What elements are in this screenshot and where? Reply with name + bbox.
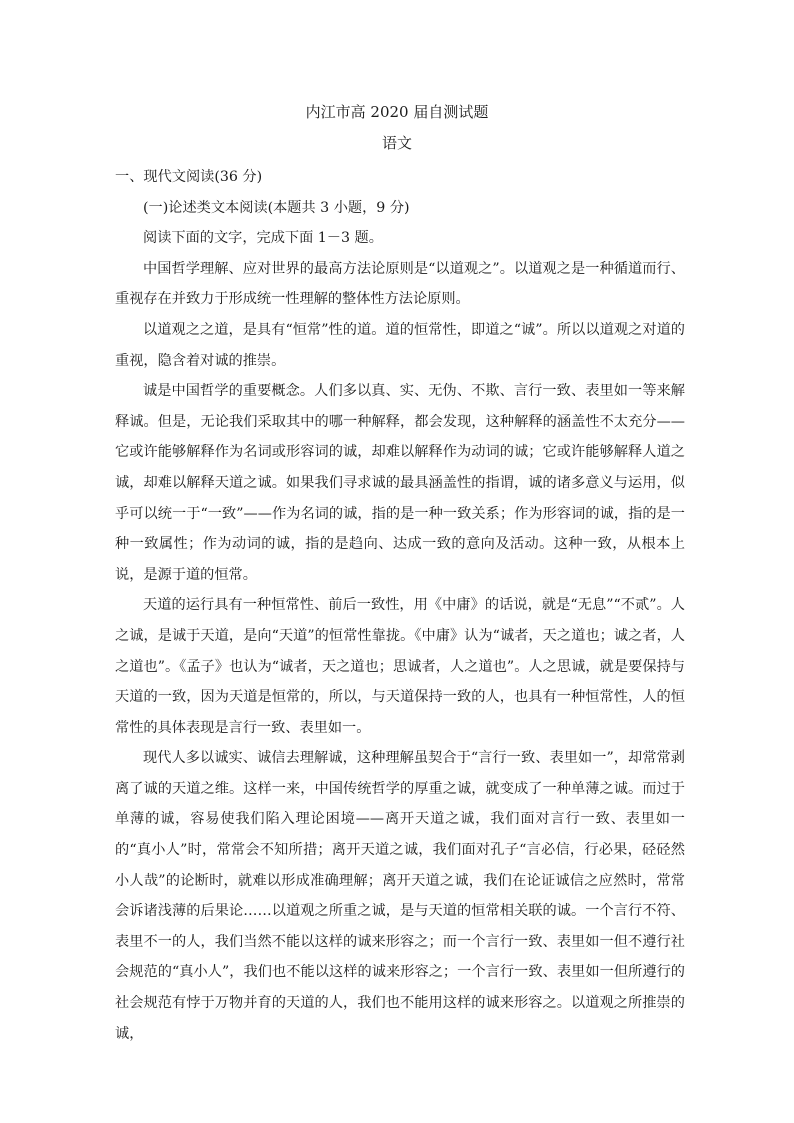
subject-title: 语文 bbox=[381, 134, 412, 152]
paragraph-4: 天道的运行具有一种恒常性、前后一致性，用《中庸》的话说，就是“无息”“不贰”。人之诚，是诚于天道，是向“天道”的恒常性靠拢。《中庸》认为“诚者，天之道也；诚之者，人之道也”。《孟子》也认为“诚者，天之道也；思诚者，人之道也”。人之思诚，就是要保持与天道的一致，因为天道是恒常的，所以，与天道保持一致的人，也具有一种恒常性，人的恒常性的具体表现是言行一致、表里如一。 bbox=[115, 597, 685, 736]
exam-content bbox=[115, 162, 685, 1049]
instruction-text: 阅读下面的文字，完成下面 1－3 题。 bbox=[143, 230, 383, 247]
paragraph-2: 以道观之之道，是具有“恒常”性的道。道的恒常性，即道之“诚”。所以以道观之对道的重视，隐含着对诚的推崇。 bbox=[115, 321, 685, 369]
paragraph-5: 现代人多以诚实、诚信去理解诚，这种理解虽契合于“言行一致、表里如一”，却常常剥离了诚的天道之维。这样一来，中国传统哲学的厚重之诚，就变成了一种单薄之诚。而过于单薄的诚，容易使我们陷入理论困境——离开天道之诚，我们面对言行一致、表里如一的“真小人”时，常常会不知所措；离开天道之诚，我们面对孔子“言必信，行必果，硁硁然小人哉”的论断时，就难以形成准确理解；离开天道之诚，我们在论证诚信之应然时，常常会诉诸浅薄的后果论……以道观之所重之诚，是与天道的恒常相关联的诚。一个言行不符、表里不一的人，我们当然不能以这样的诚来形容之；而一个言行一致、表里如一但不遵行社会规范的“真小人”，我们也不能以这样的诚来形容之；一个言行一致、表里如一但所遵行的社会规范有悖于万物并育的天道的人，我们也不能用这样的诚来形容之。以道观之所推崇的诚， bbox=[115, 750, 685, 1042]
paragraph-1: 中国哲学理解、应对世界的最高方法论原则是“以道观之”。以道观之是一种循道而行、重视存在并致力于形成统一性理解的整体性方法论原则。 bbox=[115, 260, 685, 308]
paragraph-3: 诚是中国哲学的重要概念。人们多以真、实、无伪、不欺、言行一致、表里如一等来解释诚。但是，无论我们采取其中的哪一种解释，都会发现，这种解释的涵盖性不太充分——它或许能够解释作为名词或形容词的诚，却难以解释作为动词的诚；它或许能够解释人道之诚，却难以解释天道之诚。如果我们寻求诚的最具涵盖性的指谓，诚的诸多意义与运用，似乎可以统一于“一致”——作为名词的诚，指的是一种一致关系；作为形容词的诚，指的是一种一致属性；作为动词的诚，指的是趋向、达成一致的意向及活动。这种一致，从根本上说，是源于道的恒常。 bbox=[115, 383, 685, 583]
exam-title: 内江市高 2020 届自测试题 bbox=[305, 103, 489, 121]
subsection-heading: (一)论述类文本阅读(本题共 3 小题，9 分) bbox=[143, 199, 410, 216]
section-heading: 一、现代文阅读(36 分) bbox=[115, 169, 263, 185]
